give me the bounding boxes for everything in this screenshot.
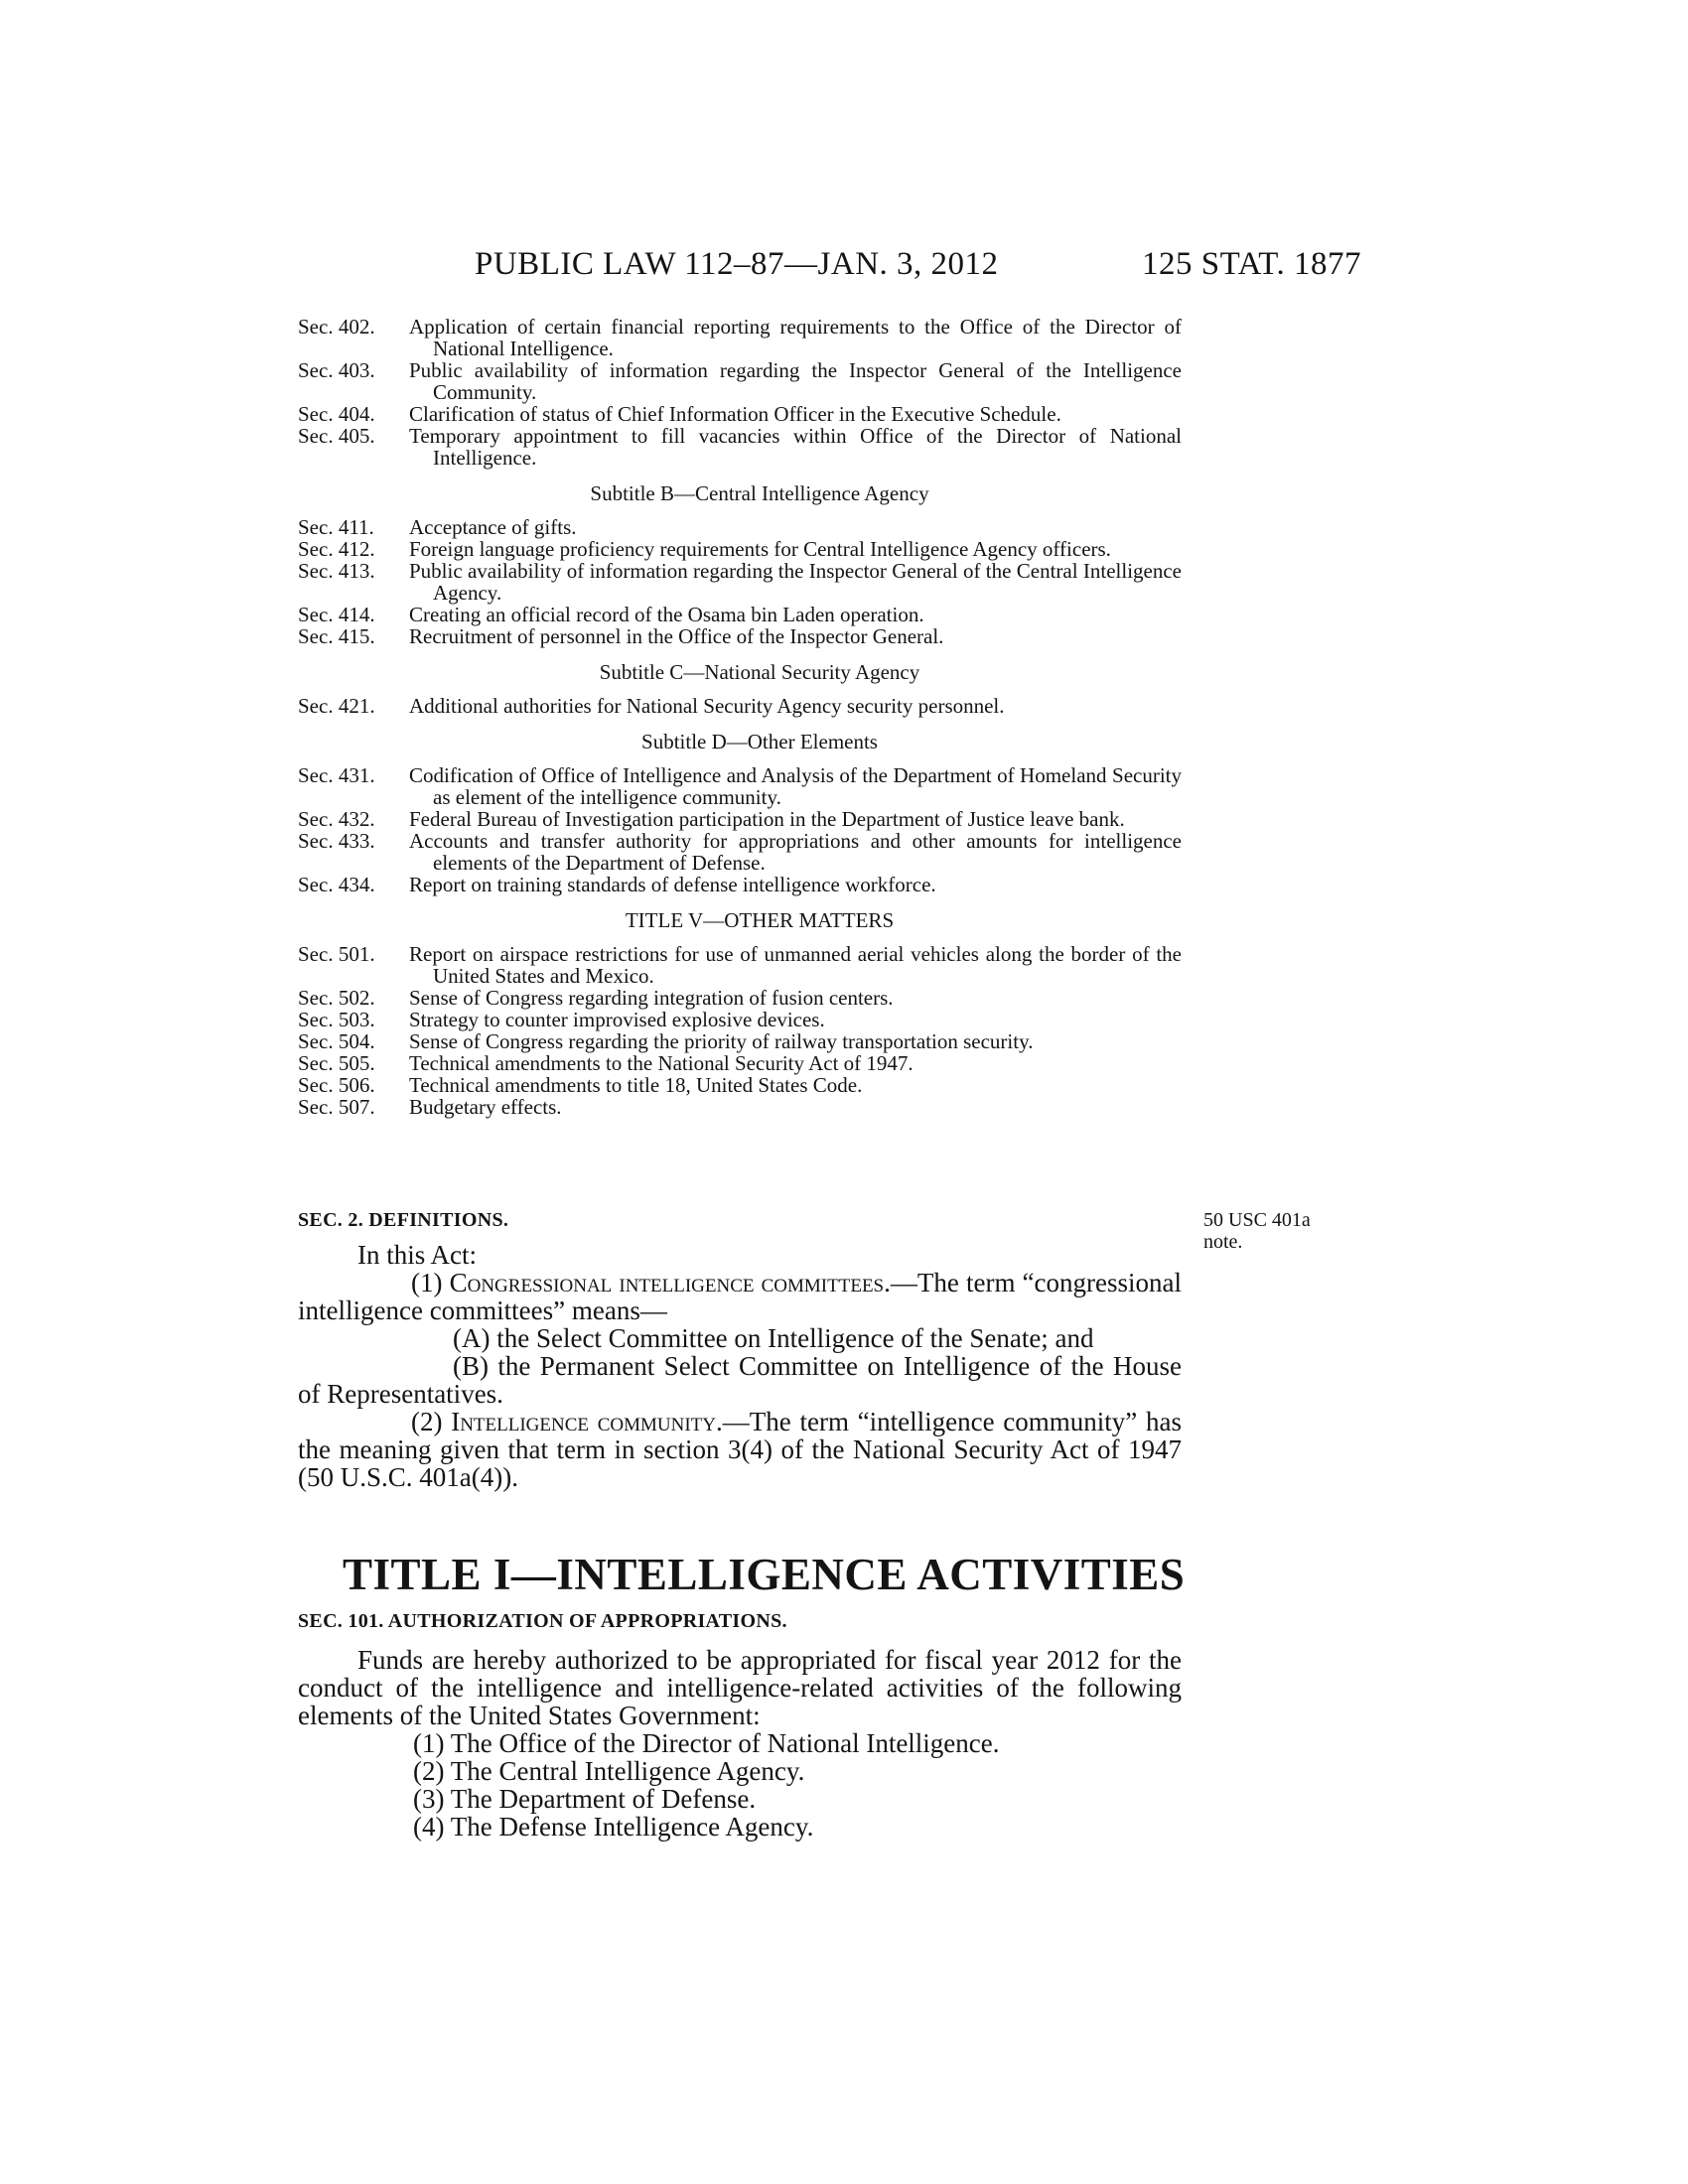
toc-sec-number: Sec. 501. xyxy=(298,942,375,966)
toc-sec-number: Sec. 404. xyxy=(298,402,375,426)
list-item: (1) The Office of the Director of National Intelligence. xyxy=(413,1728,1000,1758)
definition-1a xyxy=(298,1324,1182,1352)
definition-subparagraph: (A) the Select Committee on Intelligence of the Senate; and xyxy=(453,1323,1094,1353)
margin-note-usc: 50 USC 401a note. xyxy=(1203,1209,1311,1253)
toc-sec-text: Foreign language proficiency requirements for Central Intelligence Agency officers. xyxy=(409,537,1111,561)
toc-entry xyxy=(298,604,1182,625)
section-2-body xyxy=(298,1241,1182,1491)
definition-number: (2) xyxy=(411,1407,443,1436)
toc-sec-number: Sec. 506. xyxy=(298,1073,375,1097)
toc-entry xyxy=(298,403,1182,425)
toc-sec-text: Budgetary effects. xyxy=(409,1095,562,1119)
definition-text: .—The term “intelligence community” has the meaning given that term in section 3(4) of the National Security Act of 1947 (50 U.S.C. 401a(4)). xyxy=(298,1407,1182,1492)
toc-sec-number: Sec. 507. xyxy=(298,1095,375,1119)
definition-1 xyxy=(298,1269,1182,1324)
appropriations-intro: Funds are hereby authorized to be appropriated for fiscal year 2012 for the conduct of the intelligence and intelligence-related activities of the following elements of the United States Government: xyxy=(298,1645,1182,1730)
toc-sec-text: Codification of Office of Intelligence and Analysis of the Department of Homeland Security as element of the intelligence community. xyxy=(409,763,1182,809)
toc-sec-text: Strategy to counter improvised explosive devices. xyxy=(409,1008,825,1031)
toc-subtitle-c: Subtitle C—National Security Agency xyxy=(599,660,920,684)
toc-sec-number: Sec. 412. xyxy=(298,537,375,561)
toc-sec-text: Sense of Congress regarding the priority of railway transportation security. xyxy=(409,1029,1034,1053)
toc-sec-number: Sec. 415. xyxy=(298,624,375,648)
toc-entry xyxy=(298,808,1182,830)
toc-sec-text: Application of certain financial reporting requirements to the Office of the Director of National Intelligence. xyxy=(409,315,1182,360)
section-2-heading: SEC. 2. DEFINITIONS. xyxy=(298,1209,509,1231)
toc-sec-number: Sec. 433. xyxy=(298,829,375,853)
section-101-heading: SEC. 101. AUTHORIZATION OF APPROPRIATIONS. xyxy=(298,1610,787,1632)
toc-entry xyxy=(298,1009,1182,1030)
toc-entry xyxy=(298,425,1182,469)
toc-sec-number: Sec. 502. xyxy=(298,986,375,1010)
toc-entry xyxy=(298,874,1182,895)
toc-sec-text: Creating an official record of the Osama bin Laden operation. xyxy=(409,603,924,626)
toc-sec-number: Sec. 411. xyxy=(298,515,374,539)
toc-sec-number: Sec. 403. xyxy=(298,358,375,382)
toc-sec-text: Sense of Congress regarding integration of fusion centers. xyxy=(409,986,894,1010)
toc-entry xyxy=(298,516,1182,538)
toc-subtitle-b: Subtitle B—Central Intelligence Agency xyxy=(590,481,929,505)
toc-entry xyxy=(298,695,1182,717)
toc-sec-text: Temporary appointment to fill vacancies within Office of the Director of National Intelligence. xyxy=(409,424,1182,470)
toc-entry xyxy=(298,538,1182,560)
toc-sec-number: Sec. 505. xyxy=(298,1051,375,1075)
toc-entry xyxy=(298,1096,1182,1118)
list-item: (3) The Department of Defense. xyxy=(413,1784,757,1814)
toc-sec-text: Technical amendments to the National Security Act of 1947. xyxy=(409,1051,914,1075)
toc-entry xyxy=(298,359,1182,403)
toc-sec-text: Federal Bureau of Investigation participation in the Department of Justice leave bank. xyxy=(409,807,1125,831)
toc-sec-text: Acceptance of gifts. xyxy=(409,515,577,539)
toc-entry xyxy=(298,1074,1182,1096)
toc-sec-number: Sec. 503. xyxy=(298,1008,375,1031)
toc-entry xyxy=(298,560,1182,604)
definition-number: (1) xyxy=(411,1268,443,1297)
toc-sec-number: Sec. 405. xyxy=(298,424,375,448)
definitions-intro: In this Act: xyxy=(357,1240,477,1270)
toc-entry xyxy=(298,987,1182,1009)
toc-entry xyxy=(298,943,1182,987)
toc-sec-text: Accounts and transfer authority for appropriations and other amounts for intelligence elements of the Department of Defense. xyxy=(409,829,1182,875)
defined-term: Congressional intelligence committees xyxy=(449,1268,885,1297)
toc-sec-text: Public availability of information regarding the Inspector General of the Central Intelligence Agency. xyxy=(409,559,1182,605)
toc-sec-number: Sec. 504. xyxy=(298,1029,375,1053)
list-item: (2) The Central Intelligence Agency. xyxy=(413,1756,805,1786)
table-of-contents xyxy=(298,316,1182,1118)
toc-sec-text: Clarification of status of Chief Information Officer in the Executive Schedule. xyxy=(409,402,1061,426)
toc-sec-text: Technical amendments to title 18, United States Code. xyxy=(409,1073,863,1097)
toc-sec-number: Sec. 431. xyxy=(298,763,375,787)
toc-sec-number: Sec. 413. xyxy=(298,559,375,583)
toc-sec-number: Sec. 432. xyxy=(298,807,375,831)
toc-sec-text: Additional authorities for National Security Agency security personnel. xyxy=(409,694,1005,718)
toc-sec-text: Public availability of information regarding the Inspector General of the Intelligence Community. xyxy=(409,358,1182,404)
definition-2 xyxy=(298,1408,1182,1491)
toc-sec-text: Report on airspace restrictions for use of unmanned aerial vehicles along the border of the United States and Mexico. xyxy=(409,942,1182,988)
page-header-title: PUBLIC LAW 112–87—JAN. 3, 2012 xyxy=(475,246,999,282)
toc-sec-number: Sec. 421. xyxy=(298,694,375,718)
toc-entry xyxy=(298,1030,1182,1052)
toc-entry xyxy=(298,625,1182,647)
toc-entry xyxy=(298,830,1182,874)
toc-sec-text: Recruitment of personnel in the Office of the Inspector General. xyxy=(409,624,944,648)
section-101-body xyxy=(298,1646,1182,1841)
title-i-heading: TITLE I—INTELLIGENCE ACTIVITIES xyxy=(343,1550,1186,1599)
definition-1b: (B) the Permanent Select Committee on Intelligence of the House of Representatives. xyxy=(298,1351,1182,1409)
toc-title-v: TITLE V—OTHER MATTERS xyxy=(625,908,895,932)
toc-sec-text: Report on training standards of defense intelligence workforce. xyxy=(409,873,936,896)
definition-text: .—The term “congressional intelligence committees” means— xyxy=(298,1268,1182,1325)
list-item: (4) The Defense Intelligence Agency. xyxy=(413,1812,814,1842)
toc-entry xyxy=(298,1052,1182,1074)
defined-term: Intelligence community xyxy=(451,1407,717,1436)
toc-sec-number: Sec. 434. xyxy=(298,873,375,896)
toc-subtitle-d: Subtitle D—Other Elements xyxy=(641,730,878,753)
toc-entry xyxy=(298,316,1182,359)
page-header-statute: 125 STAT. 1877 xyxy=(1142,246,1362,282)
toc-sec-number: Sec. 402. xyxy=(298,315,375,339)
toc-entry xyxy=(298,764,1182,808)
toc-sec-number: Sec. 414. xyxy=(298,603,375,626)
